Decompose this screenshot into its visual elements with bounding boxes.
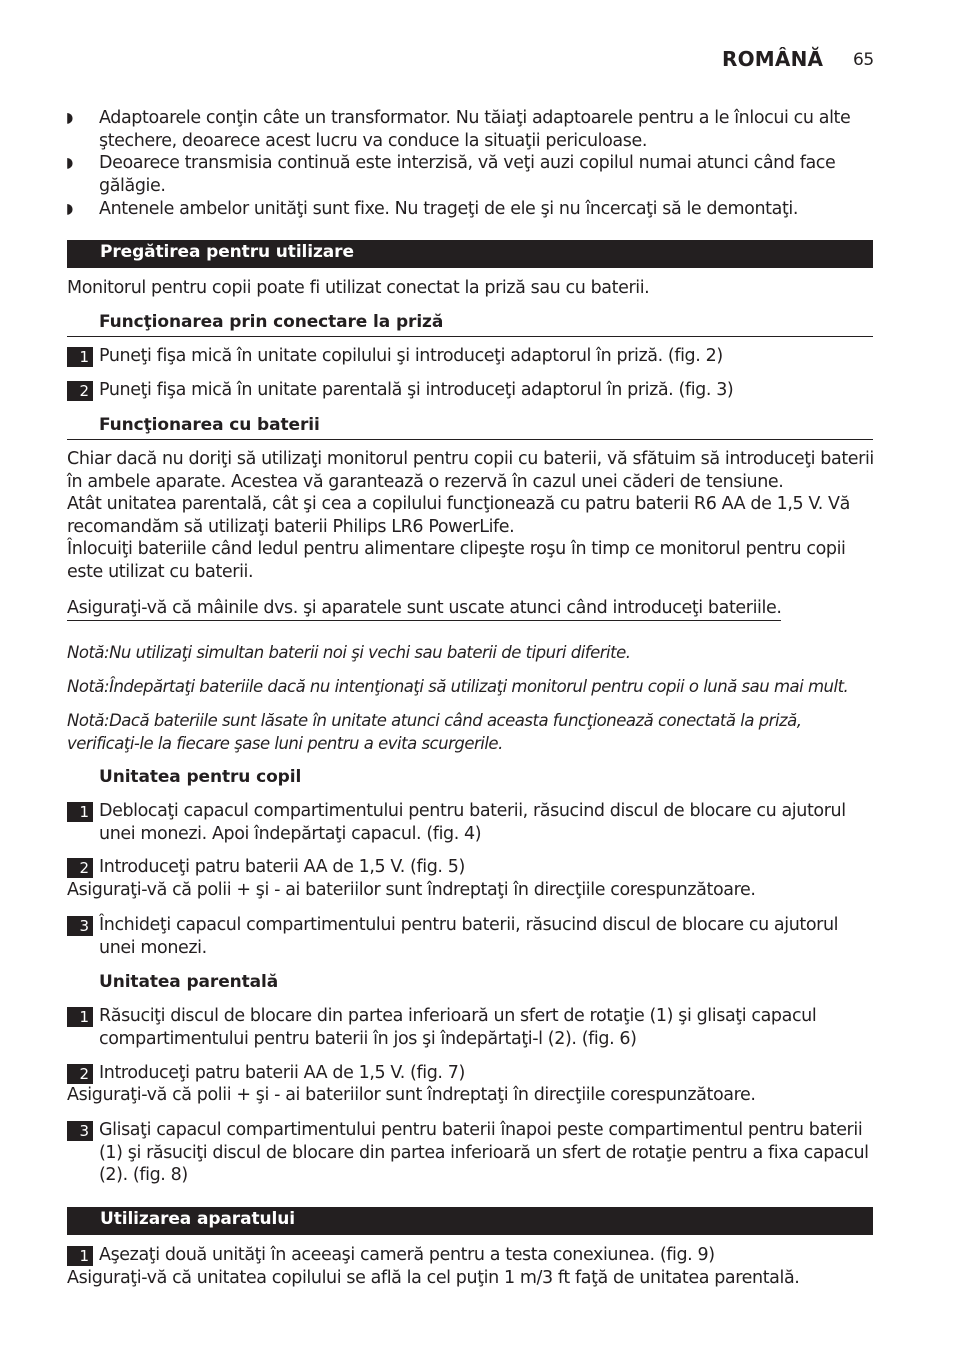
section-heading: Utilizarea aparatului — [100, 1209, 295, 1229]
bullet-item: Antenele ambelor unităţi sunt fixe. Nu trageţi de ele şi nu încercaţi să le demontaţi. — [99, 199, 799, 219]
subsection-heading-child-unit: Unitatea pentru copil — [99, 767, 302, 787]
page-language-header: ROMÂNĂ — [722, 47, 824, 71]
bullet-item: Adaptoarele conţin câte un transformator. Nu tăiaţi adaptoarele pentru a le înlocui cu alte ştechere, deoarece acest lucru va conduce la situaţii periculoase. — [99, 108, 851, 151]
step-text: Răsuciţi discul de blocare din partea inferioară un sfert de rotaţie (1) şi glisaţi capacul compartimentului pentru baterii în jos şi îndepărtaţi-l (2). (fig. 6) — [99, 1006, 817, 1049]
step-text: Deblocaţi capacul compartimentului pentru baterii, răsucind discul de blocare cu ajutorul unei monezi. Apoi îndepărtaţi capacul. (fig. 4) — [99, 801, 846, 844]
step-note: Asiguraţi-vă că polii + şi - ai bateriilor sunt îndreptaţi în direcţiile corespunzătoare. — [67, 1085, 756, 1105]
step-number: 2 — [67, 381, 93, 401]
section-heading-bar — [67, 240, 873, 268]
step-number: 3 — [67, 1121, 93, 1141]
step-text: Introduceţi patru baterii AA de 1,5 V. (fig. 7) — [99, 1063, 465, 1083]
bullet-marker-icon: ◗ — [66, 201, 73, 217]
step-number: 2 — [67, 1064, 93, 1084]
warning-text: Asiguraţi-vă că mâinile dvs. şi aparatele sunt uscate atunci când introduceţi bateriile. — [67, 597, 781, 621]
step-note: Asiguraţi-vă că unitatea copilului se află la cel puţin 1 m/3 ft faţă de unitatea parentală. — [67, 1268, 800, 1288]
section-heading: Pregătirea pentru utilizare — [100, 242, 354, 262]
subsection-rule — [67, 439, 873, 440]
subsection-heading-mains: Funcţionarea prin conectare la priză — [99, 312, 444, 332]
section-heading-bar — [67, 1207, 873, 1235]
note-text: Notă:Îndepărtaţi bateriile dacă nu intenţionaţi să utilizaţi monitorul pentru copii o lună sau mai mult. — [67, 677, 849, 696]
page-number: 65 — [853, 50, 874, 70]
step-text: Aşezaţi două unităţi în aceeaşi cameră pentru a testa conexiunea. (fig. 9) — [99, 1245, 715, 1265]
step-number: 3 — [67, 916, 93, 936]
subsection-heading-battery: Funcţionarea cu baterii — [99, 415, 320, 435]
step-number: 1 — [67, 802, 93, 822]
section-intro: Monitorul pentru copii poate fi utilizat conectat la priză sau cu baterii. — [67, 278, 650, 298]
battery-paragraph: Chiar dacă nu doriţi să utilizaţi monitorul pentru copii cu baterii, vă sfătuim să introduceţi baterii în ambele aparate. Acestea vă garantează o rezervă în cazul unei căderi de tensiune. Atât unitatea parentală, cât şi cea a copilului funcţionează cu patru baterii R6 AA de 1,5 V. Vă recomandăm să utilizaţi baterii Philips LR6 PowerLife. Înlocuiţi bateriile când ledul pentru alimentare clipeşte roşu în timp ce monitorul pentru copii este utilizat cu baterii. — [67, 449, 874, 582]
bullet-item: Deoarece transmisia continuă este interzisă, vă veţi auzi copilul numai atunci când face gălăgie. — [99, 153, 836, 196]
step-text: Puneţi fişa mică în unitate parentală şi introduceţi adaptorul în priză. (fig. 3) — [99, 380, 734, 400]
note-text: Notă:Nu utilizaţi simultan baterii noi şi vechi sau baterii de tipuri diferite. — [67, 643, 631, 662]
subsection-rule — [67, 336, 873, 337]
step-number: 2 — [67, 858, 93, 878]
step-text: Închideţi capacul compartimentului pentru baterii, răsucind discul de blocare cu ajutorul unei monezi. — [99, 915, 839, 958]
step-number: 1 — [67, 1007, 93, 1027]
bullet-marker-icon: ◗ — [66, 155, 73, 171]
step-text: Glisaţi capacul compartimentului pentru baterii înapoi peste compartimentul pentru baterii (1) şi răsuciţi discul de blocare din partea inferioară un sfert de rotaţie pentru a fixa capacul (2). (fig. 8) — [99, 1120, 869, 1185]
step-number: 1 — [67, 1246, 93, 1266]
step-text: Puneţi fişa mică în unitate copilului şi introduceţi adaptorul în priză. (fig. 2) — [99, 346, 723, 366]
step-text: Introduceţi patru baterii AA de 1,5 V. (fig. 5) — [99, 857, 465, 877]
note-text: Notă:Dacă bateriile sunt lăsate în unitate atunci când aceasta funcţionează conectată la priză, verificaţi-le la fiecare şase luni pentru a evita scurgerile. — [67, 711, 802, 753]
subsection-heading-parent-unit: Unitatea parentală — [99, 972, 279, 992]
step-number: 1 — [67, 347, 93, 367]
bullet-marker-icon: ◗ — [66, 110, 73, 126]
step-note: Asiguraţi-vă că polii + şi - ai bateriilor sunt îndreptaţi în direcţiile corespunzătoare. — [67, 880, 756, 900]
